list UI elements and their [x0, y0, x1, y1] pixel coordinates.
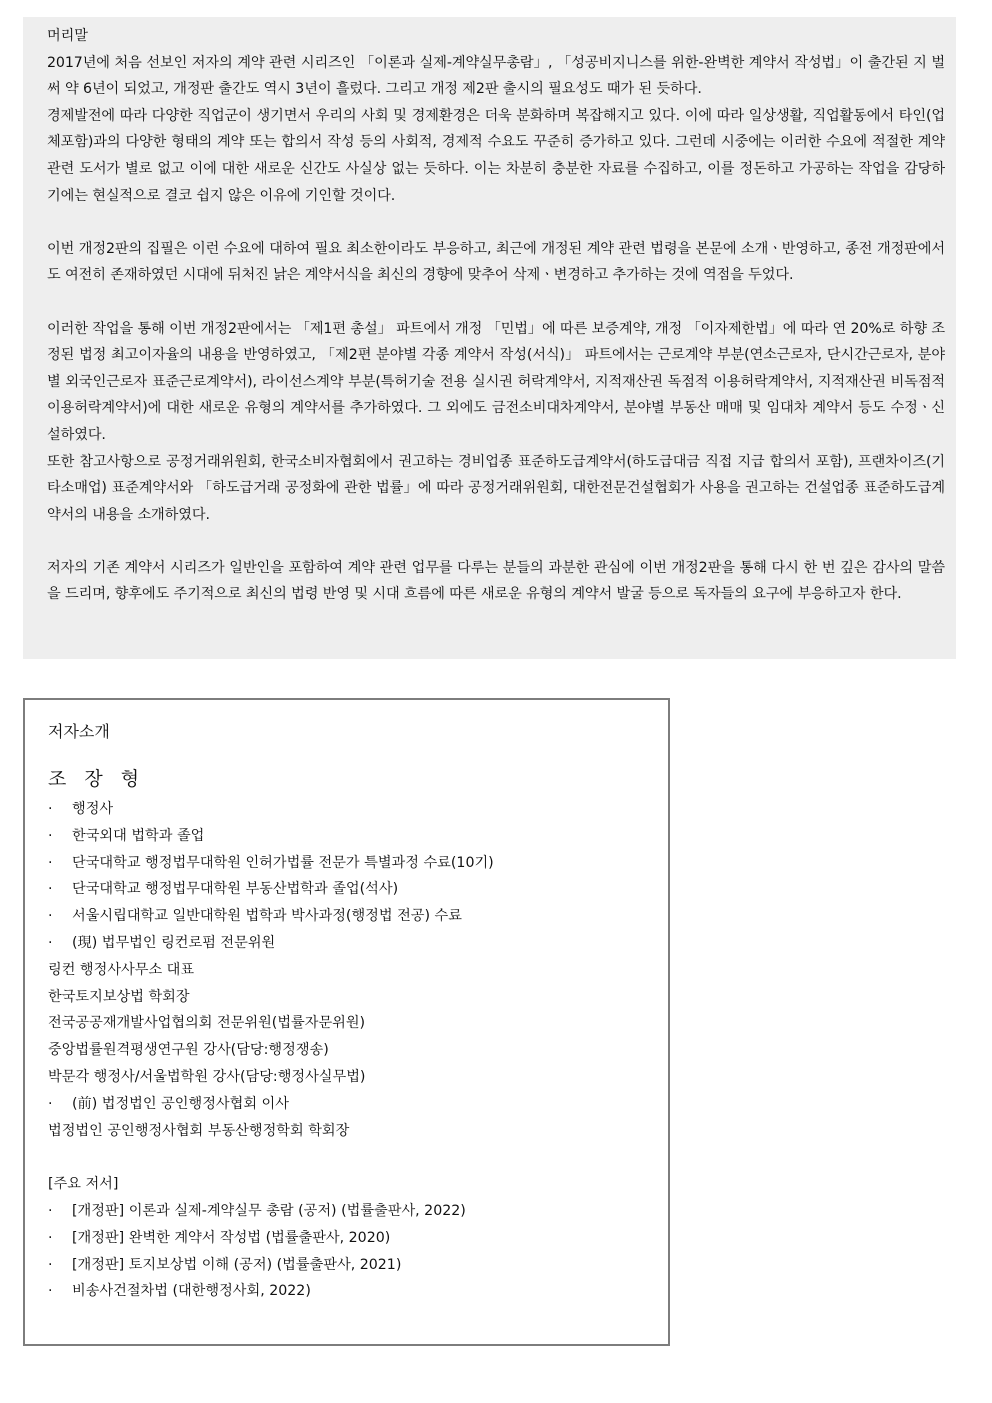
author-career-list — [48, 796, 658, 1144]
preface-paragraph: 경제발전에 따라 다양한 직업군이 생기면서 우리의 사회 및 경제환경은 더욱 분화하며 복잡해지고 있다. 이에 따라 일상생활, 직업활동에서 타인(업체포함)과의 다양한 형태의 계약 또는 합의서 작성 등의 사회적, 경제적 수요도 꾸준히 증가하고 있다. 그런데 시중에는 이러한 수요에 적절한 계약 관련 도서가 별로 없고 이에 대한 새로운 신간도 사실상 없는 듯하다. 이는 차분히 충분한 자료를 수집하고, 이를 정돈하고 가공하는 작업을 감당하기에는 현실적으로 결코 쉽지 않은 이유에 기인할 것이다. — [47, 107, 945, 204]
career-item: · (前) 법정법인 공인행정사협회 이사 — [48, 1091, 658, 1118]
paragraph-gap — [47, 209, 945, 236]
paragraph-gap — [47, 528, 945, 555]
career-item: · 서울시립대학교 일반대학원 법학과 박사과정(행정법 전공) 수료 — [48, 903, 658, 930]
career-item: · 한국외대 법학과 졸업 — [48, 823, 658, 850]
preface-section — [23, 17, 956, 659]
career-item: 링컨 행정사사무소 대표 — [48, 961, 195, 978]
preface-paragraph: 이번 개정2판의 집필은 이런 수요에 대하여 필요 최소한이라도 부응하고, 최근에 개정된 계약 관련 법령을 본문에 소개ㆍ반영하고, 종전 개정판에서도 여전히 존재하였던 시대에 뒤처진 낡은 계약서식을 최신의 경향에 맞추어 삭제ㆍ변경하고 추가하는 것에 역점을 두었다. — [47, 240, 945, 284]
work-item: · [개정판] 토지보상법 이해 (공저) (법률출판사, 2021) — [48, 1252, 658, 1279]
bullet-mark: · — [48, 801, 53, 817]
work-item: · 비송사건절차법 (대한행정사회, 2022) — [48, 1278, 658, 1305]
bullet-mark: · — [48, 854, 53, 871]
career-item: 전국공공재개발사업협의회 전문위원(법률자문위원) — [48, 1015, 366, 1032]
career-item: 한국토지보상법 학회장 — [48, 988, 190, 1005]
preface-paragraph: 저자의 기존 계약서 시리즈가 일반인을 포함하여 계약 관련 업무를 다루는 분들의 과분한 관심에 이번 개정2판을 통해 다시 한 번 깊은 감사의 말씀을 드리며, 향후에도 주기적으로 최신의 법령 반영 및 시대 흐름에 따른 새로운 유형의 계약서 발굴 등으로 독자들의 요구에 부응하고자 한다. — [47, 559, 945, 603]
preface-title: 머리말 — [47, 28, 88, 44]
career-item: 중앙법률원격평생연구원 강사(담당:행정쟁송) — [48, 1042, 329, 1059]
author-intro-box — [23, 698, 670, 1346]
paragraph-gap — [47, 289, 945, 316]
bullet-mark: · — [48, 827, 53, 844]
author-heading: 저자소개 — [48, 722, 110, 741]
section-gap — [48, 1144, 658, 1171]
work-item: · [개정판] 완벽한 계약서 작성법 (법률출판사, 2020) — [48, 1225, 658, 1252]
career-item: · (現) 법무법인 링컨로펌 전문위원 — [48, 930, 658, 957]
author-name: 조 장 형 — [48, 768, 146, 790]
career-item: · 단국대학교 행정법무대학원 부동산법학과 졸업(석사) — [48, 876, 658, 903]
career-item: 박문각 행정사/서울법학원 강사(담당:행정사실무법) — [48, 1068, 366, 1085]
bullet-mark: · — [48, 1202, 53, 1219]
works-heading: [주요 저서] — [48, 1176, 119, 1193]
bullet-mark: · — [48, 1283, 53, 1300]
preface-paragraph: 또한 참고사항으로 공정거래위원회, 한국소비자협회에서 권고하는 경비업종 표준하도급계약서(하도급대금 직접 지급 합의서 포함), 프랜차이즈(기타소매업) 표준계약서와 「하도급거래 공정화에 관한 법률」에 따라 공정거래위원회, 대한전문건설협회가 사용을 권고하는 건설업종 표준하도급계약서의 내용을 소개하였다. — [47, 453, 945, 523]
works-list — [48, 1198, 658, 1305]
bullet-mark: · — [48, 1229, 53, 1246]
preface-paragraph: 2017년에 처음 선보인 저자의 계약 관련 시리즈인 「이론과 실제-계약실무총람」, 「성공비지니스를 위한-완벽한 계약서 작성법」이 출간된 지 벌써 약 6년이 되었고, 개정판 출간도 역시 3년이 흘렀다. 그리고 개정 제2판 출시의 필요성도 때가 된 듯하다. — [47, 54, 945, 98]
bullet-mark: · — [48, 881, 53, 898]
bullet-mark: · — [48, 1095, 53, 1112]
career-item: · 행정사 — [48, 796, 658, 823]
career-item: 법정법인 공인행정사협회 부동산행정학회 학회장 — [48, 1122, 350, 1139]
bullet-mark: · — [48, 934, 53, 951]
bullet-mark: · — [48, 1256, 53, 1273]
bullet-mark: · — [48, 908, 53, 925]
career-item: · 단국대학교 행정법무대학원 인허가법률 전문가 특별과정 수료(10기) — [48, 850, 658, 877]
preface-paragraph: 이러한 작업을 통해 이번 개정2판에서는 「제1편 총설」 파트에서 개정 「민법」에 따른 보증계약, 개정 「이자제한법」에 따라 연 20%로 하향 조정된 법정 최고이자율의 내용을 반영하였고, 「제2편 분야별 각종 계약서 작성(서식)」 파트에서는 근로계약 부분(연소근로자, 단시간근로자, 분야별 외국인근로자 표준근로계약서), 라이선스계약 부분(특허기술 전용 실시권 허락계약서, 지적재산권 독점적 이용허락계약서, 지적재산권 비독점적 이용허락계약서)에 대한 새로운 유형의 계약서를 추가하였다. 그 외에도 금전소비대차계약서, 분야별 부동산 매매 및 임대차 계약서 등도 수정ㆍ신설하였다. — [47, 320, 945, 443]
work-item: · [개정판] 이론과 실제-계약실무 총람 (공저) (법률출판사, 2022) — [48, 1198, 658, 1225]
